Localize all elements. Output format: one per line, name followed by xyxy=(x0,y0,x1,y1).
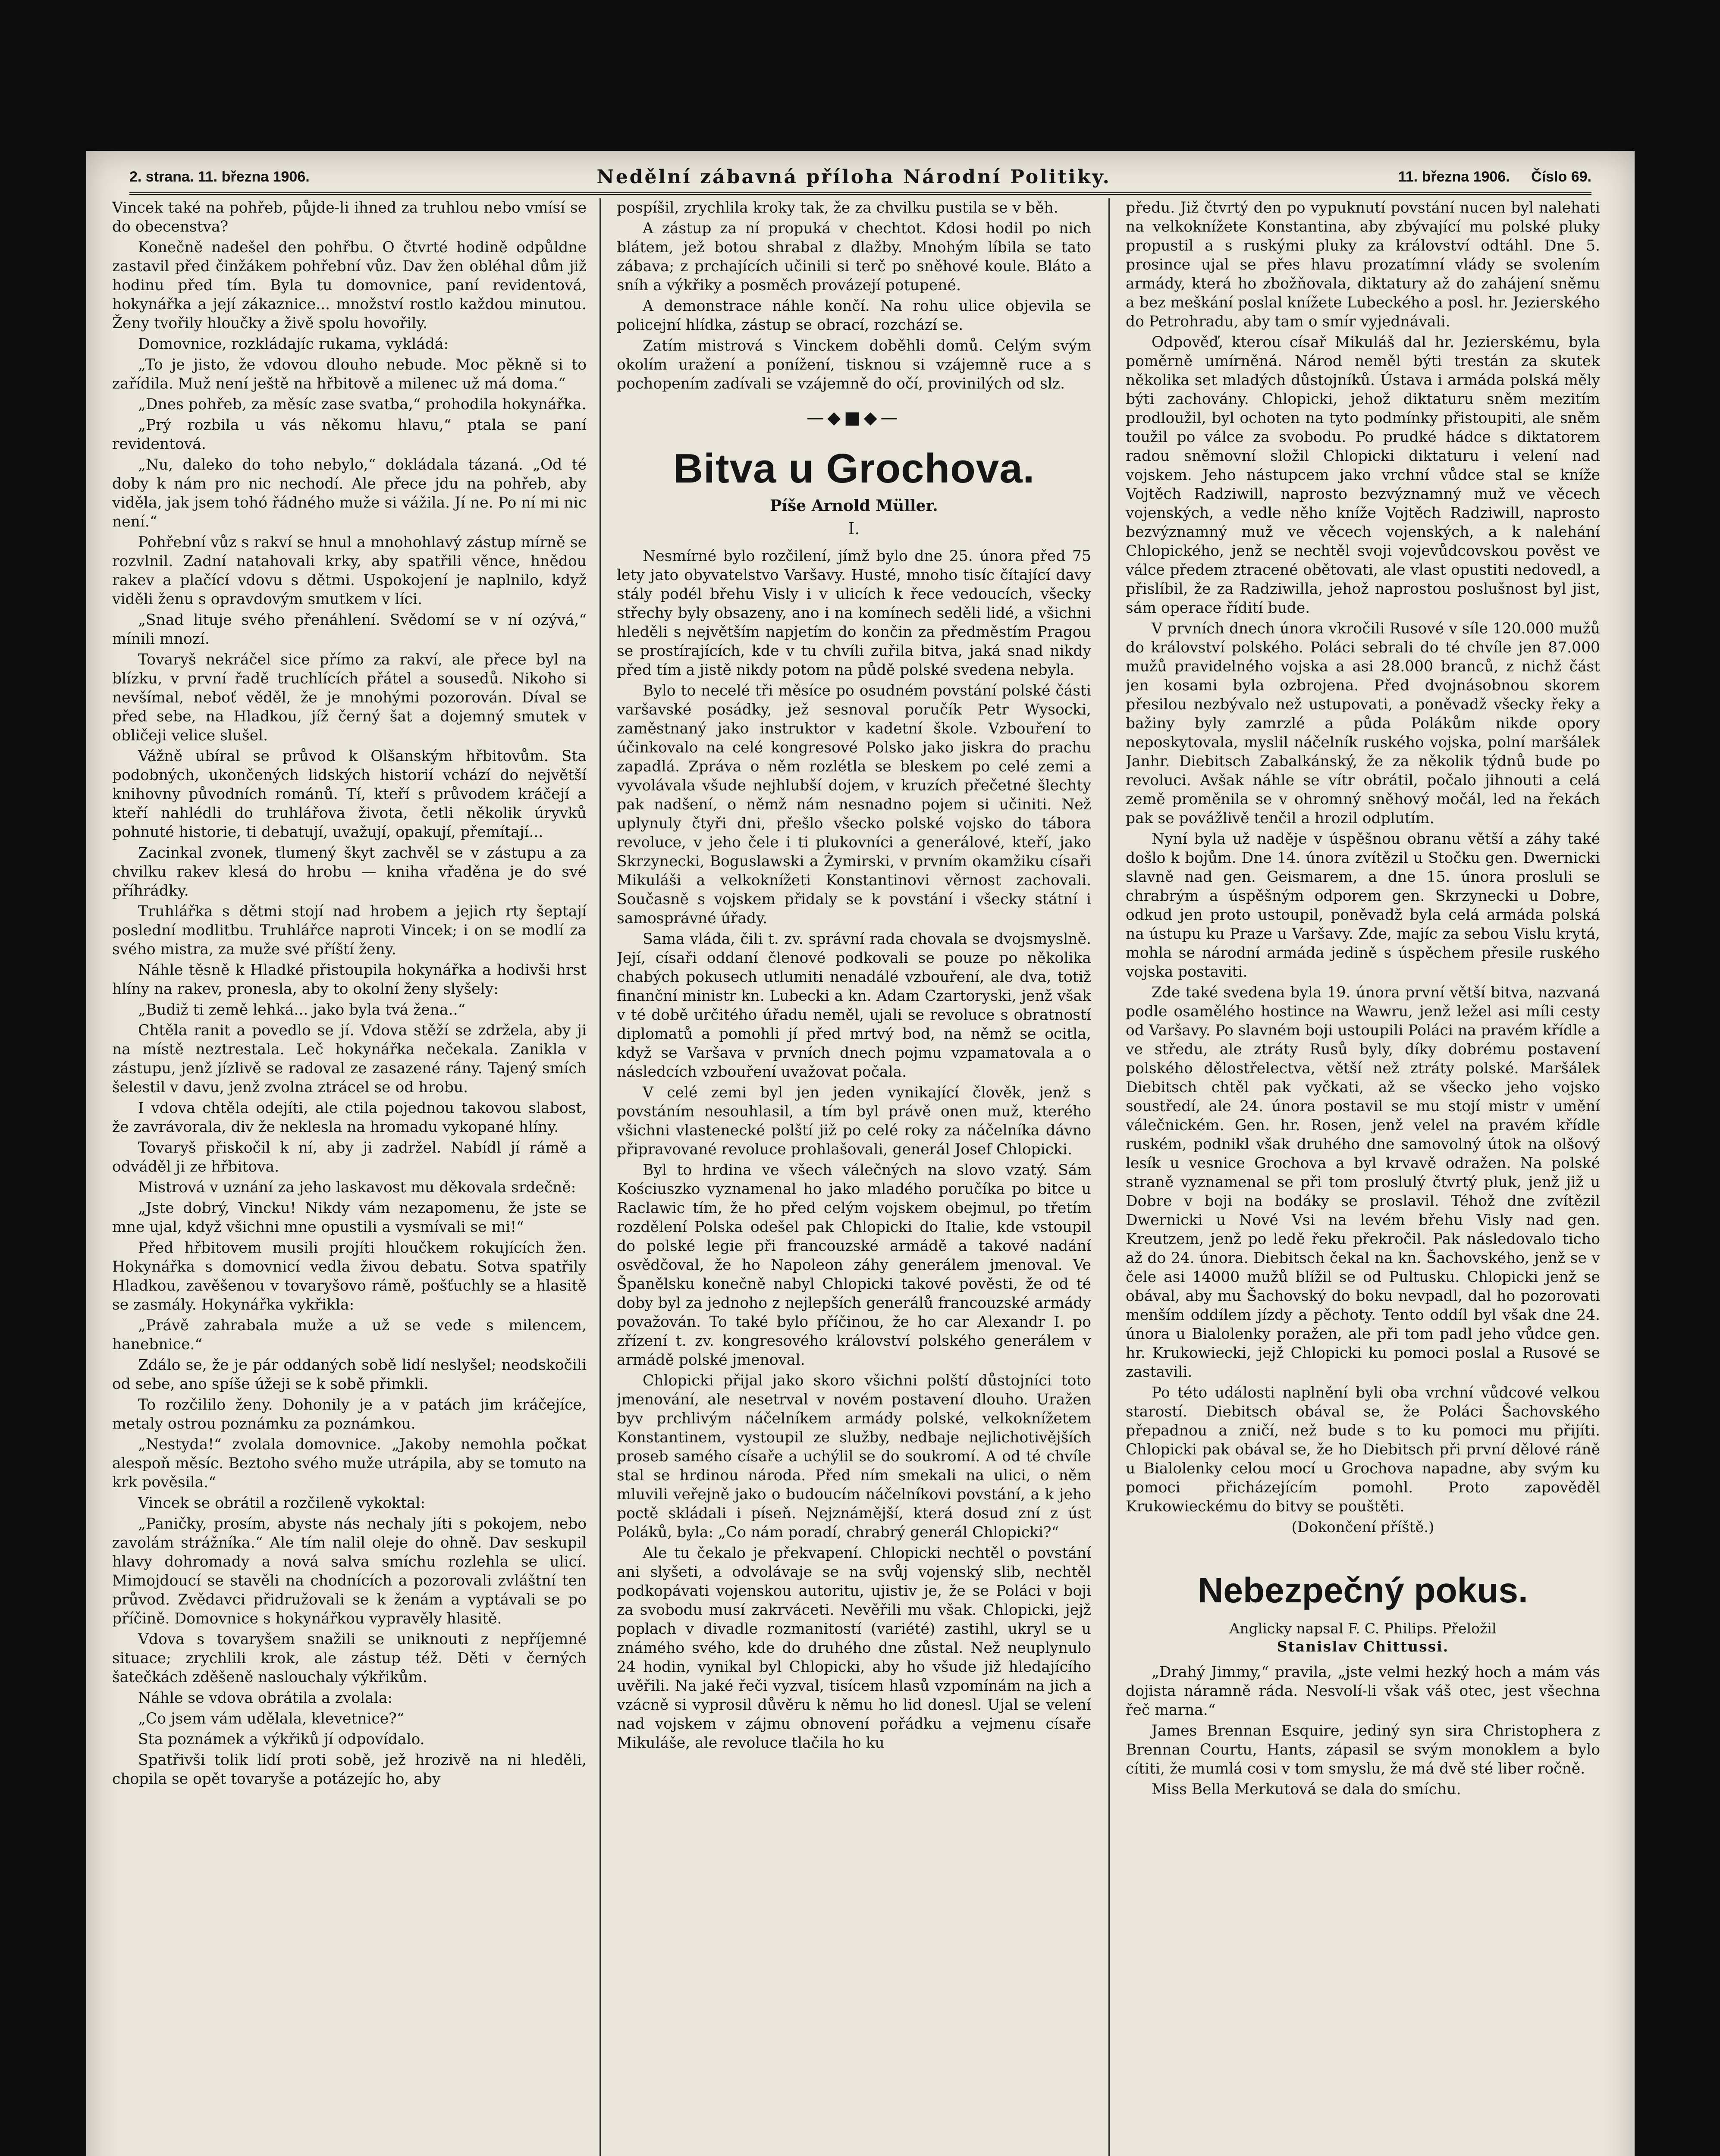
paragraph: A zástup za ní propuká v chechtot. Kdosi hodil po nich blátem, jež botou shrabal z dlažby. Mnohým líbila se tato zábava; z prchajících učinili si terč po sněhové koule. Bláto a sníh a výkřiky a posměch provázejí potupené. xyxy=(617,220,1091,294)
story-credits xyxy=(1126,1620,1600,1656)
column-3 xyxy=(1126,198,1600,2156)
paragraph: James Brennan Esquire, jediný syn sira Christophera z Brennan Courtu, Hants, zápasil se svým monoklem a bylo cítiti, že mumlá cosi v tom smyslu, že má dvě sté liber ročně. xyxy=(1126,1722,1600,1777)
columns xyxy=(112,198,1609,2156)
article-byline: Píše Arnold Müller. xyxy=(770,497,938,515)
continued-note: (Dokončení příště.) xyxy=(1291,1519,1434,1536)
paragraph: Nesmírné bylo rozčilení, jímž bylo dne 25. února před 75 lety jato obyvatelstvo Varšavy. Husté, mnoho tisíc čítající davy stály podél břehu Visly i v ulicích k řece vedoucích, všecky střechy byly obsazeny, ano i na komínech seděli lidé, a všichni hleděli s největším napjetím do končin za předměstím Pragou se prostírajících, kde v tu chvíli zuřila bitva, jaká snad nikdy před tím a jistě nikdy potom na půdě polské svedena nebyla. xyxy=(617,548,1091,679)
paragraph: Bylo to necelé tři měsíce po osudném povstání polské části varšavské posádky, jež sesnoval poručík Petr Wysocki, zaměstnaný jako instruktor v kadetní škole. Vzbouření to účinkovalo na celé kongresové Polsko jako jiskra do prachu zapadlá. Zpráva o něm rozlétla se bleskem po celé zemi a vyvolávala všude nejhlubší dojem, v kruzích přečetné šlechty pak nadšení, o němž nám nesnadno pojem si učiniti. Než uplynuly čtyři dni, přešlo všecko polské vojsko do tábora revoluce, v jeho čele i ti plukovníci a generálové, kteří, jako Skrzynecki, Boguslawski a Żymirski, v prvním okamžiku císaři Mikuláši a velkoknížeti Konstantinovi věrnost zachovali. Současně s vojskem přidaly se k povstání i všecky státní i samosprávné úřady. xyxy=(617,682,1091,927)
paragraph: Chlopicki přijal jako skoro všichni polští důstojníci toto jmenování, ale nesetrval v novém postavení dlouho. Uražen byv prchlivým náčelníkem armády polské, velkoknížetem Konstantinem, vystoupil ze služby, nedbaje nejlichotivějších proseb samého císaře a uchýlil se do soukromí. A od té chvíle stal se hrdinou národa. Před ním smekali na ulici, o něm mluvili veřejně jako o budoucím náčelníkovi povstání, a k jeho poctě skládali i píseň. Nejznámější, která dosud zní z úst Poláků, byla: „Co nám poradí, chrabrý generál Chlopicki?“ xyxy=(617,1372,1091,1541)
header-title: Nedělní zábavná příloha Národní Politiky. xyxy=(596,166,1111,188)
paragraph: Sta poznámek a výkřiků jí odpovídalo. xyxy=(138,1731,425,1748)
page-header xyxy=(129,164,1591,195)
story-title: Nebezpečný pokus. xyxy=(1198,1571,1528,1610)
paragraph: Tovaryš nekráčel sice přímo za rakví, ale přece byl na blízku, v první řadě truchlících přátel a sousedů. Nikoho si nevšímal, neboť věděl, že je mnohými pozorován. Díval se před sebe, na Hladkou, jíž černý šat a dojemný smutek v obličeji velice slušel. xyxy=(112,651,587,744)
paragraph: V celé zemi byl jen jeden vynikající člověk, jenž s povstáním nesouhlasil, a tím byl právě onen muž, kterého všichni vlastenecké polští již po celé roky za náčelníka dávno připravované revoluce prohlašovali, generál Josef Chlopicki. xyxy=(617,1084,1091,1158)
paragraph: Zatím mistrová s Vinckem doběhli domů. Celým svým okolím uražení a ponížení, tisknou si vzájemně ruce a s pochopením zadívali se vzájemně do očí, provinilých od slz. xyxy=(617,337,1091,392)
header-right xyxy=(1398,169,1591,185)
paragraph: „To je jisto, že vdovou dlouho nebude. Moc pěkně si to zařídila. Muž není ještě na hřbitově a milenec už má doma.“ xyxy=(112,356,587,392)
paragraph: „Nestyda!“ zvolala domovnice. „Jakoby nemohla počkat alespoň měsíc. Beztoho svého muže utrápila, aby se tomuto na krk pověsila.“ xyxy=(112,1436,587,1491)
paragraph: V prvních dnech února vkročili Rusové v síle 120.000 mužů do království polského. Poláci sebrali do té chvíle jen 87.000 mužů pravidelného vojska a asi 28.000 branců, z nichž část jen kosami byla ozbrojena. Před dvojnásobnou skorem přesilou nezbývalo než ustupovati, a poněvadž všecky řeky a bažiny byly zamrzlé a půda Polákům nikde opory neposkytovala, myslil náčelník ruského vojska, polní maršálek Janhr. Diebitsch Zabalkánský, že za několik týdnů bude po revoluci. Avšak náhle se vítr obrátil, počalo jihnouti a celá země proměnila se v ohromný sněhový močál, led na řekách pak se povážlivě tenčil a hrozil odplutím. xyxy=(1126,620,1600,827)
paragraph: „Nu, daleko do toho nebylo,“ dokládala tázaná. „Od té doby k nám pro nic nechodí. Ale přece jdu na pohřeb, aby viděla, jak jsem tohó řádného muže si vážila. Jí ne. Po ní mi nic není.“ xyxy=(112,456,587,530)
header-issue: Číslo 69. xyxy=(1531,168,1591,185)
paragraph: Chtěla ranit a povedlo se jí. Vdova stěží se zdržela, aby ji na místě neztrestala. Leč hokynářka nečekala. Zanikla v zástupu, jenž jízlivě se radoval ze zasazené rány. Tajený smích šelestil v davu, jenž zvolna ztrácel se od hrobu. xyxy=(112,1022,587,1096)
column-divider xyxy=(599,198,601,2156)
paragraph: Spatřivši tolik lidí proti sobě, jež hrozivě na ni hleděli, chopila se opět tovaryše a potázejíc ho, aby xyxy=(112,1752,587,1788)
paragraph: Vincek se obrátil a rozčileně vykoktal: xyxy=(138,1495,426,1512)
paragraph: „Jste dobrý, Vincku! Nikdy vám nezapomenu, že jste se mne ujal, když všichni mne opustili a vysmívali se mi!“ xyxy=(112,1200,587,1236)
paragraph: Náhle těsně k Hladké přistoupila hokynářka a hodivši hrst hlíny na rakev, pronesla, aby to okolní ženy slyšely: xyxy=(112,962,587,998)
header-date: 11. března 1906. xyxy=(1398,168,1510,185)
article-part-number: I. xyxy=(848,519,860,538)
paragraph: „Drahý Jimmy,“ pravila, „jste velmi hezký hoch a mám vás dojista náramně ráda. Nesvolí-li však váš otec, jest všechna řeč marna.“ xyxy=(1126,1664,1600,1719)
column-1 xyxy=(112,198,587,2156)
paragraph: I vdova chtěla odejíti, ale ctila pojednou takovou slabost, že zavrávorala, div že neklesla na hromadu vykopané hlíny. xyxy=(112,1100,587,1136)
paragraph: Vdova s tovaryšem snažili se uniknouti z nepříjemné situace; zrychlili krok, ale zástup též. Děti v černých šatečkách zděšeně naslouchaly výkřikům. xyxy=(112,1631,587,1686)
paragraph: „Snad lituje svého přenáhlení. Svědomí se v ní ozývá,“ mínili mnozí. xyxy=(112,611,587,648)
newspaper-page xyxy=(86,151,1635,2156)
paragraph: Nyní byla už naděje v úspěšnou obranu větší a záhy také došlo k bojům. Dne 14. února zvítězil u Stočku gen. Dwernicki slavně nad gen. Geismarem, a dne 15. února prosluli se chrabrým a úspěšným odporem gen. Skrzynecki u Dobre, odkud jen proto ustoupil, poněvadž byla celá armáda polská na ústupu ku Praze u Varšavy. Zde, majíc za sebou Vislu krytá, mohla se národní armáda jedině s úspěchem přesile ruského vojska postaviti. xyxy=(1126,830,1600,981)
paragraph: „Právě zahrabala muže a už se vede s milencem, hanebnice.“ xyxy=(112,1317,587,1353)
paragraph: Miss Bella Merkutová se dala do smíchu. xyxy=(1152,1781,1461,1798)
section-ornament: —◆■◆— xyxy=(807,408,901,428)
paragraph: Domovnice, rozkládajíc rukama, vykládá: xyxy=(138,335,449,353)
paragraph: „Co jsem vám udělala, klevetnice?“ xyxy=(138,1710,405,1727)
paragraph: Truhlářka s dětmi stojí nad hrobem a jejich rty šeptají poslední modlitbu. Truhlářce naproti Vincek; i on se modlí za svého mistra, za muže své příští ženy. xyxy=(112,903,587,958)
paragraph: Pohřební vůz s rakví se hnul a mnohohlavý zástup mírně se rozvlnil. Zadní natahovali krky, aby spatřili věnce, hnědou rakev a plačící vdovu s dětmi. Uspokojení je naplnilo, když viděli ženu s opravdovým smutkem v líci. xyxy=(112,534,587,608)
paragraph: pospíšil, zrychlila kroky tak, že za chvilku pustila se v běh. xyxy=(617,199,1058,216)
paragraph: Zde také svedena byla 19. února první větší bitva, nazvaná podle osamělého hostince na Wawru, jenž ležel asi míli cesty od Varšavy. Po slavném boji ustoupili Poláci na pravém křídle a ve středu, ale ztráty Rusů byly, díky dobrému postavení polského dělostřelectva, větší než ztráty polské. Maršálek Diebitsch chtěl pak vyčkati, až se všecko jeho vojsko soustředí, ale 24. února postavil se mu stojí mistr v umění válečnickém. Gen. hr. Rosen, jenž velel na pravém křídle ruském, podnikl však druhého dne samovolný útok na olšový lesík u vesnice Grochova a byl krvavě odražen. Na polské straně vyznamenal se při tom proslulý čtvrtý pluk, jenž již u Dobre v boji na bodáky se proslavil. Téhož dne zvítězil Dwernicki u Nové Vsi na levém břehu Visly nad gen. Kreutzem, jenž po ledě řeku překročil. Pak následovalo ticho až do 24. února. Diebitsch čekal na kn. Šachovského, jenž se v čele asi 14000 mužů blížil se od Pultusku. Chlopicki jenž se obával, aby mu Šachovský do boku nevpadl, dal ho pozorovati menším oddílem jízdy a pěchoty. Tento oddíl byl však dne 24. února u Bialolenky poražen, ale při tom padl jeho vůdce gen. hr. Krukowiecki, jejž Chlopicki ku pomoci poslal a Rusové se zastavili. xyxy=(1126,984,1600,1381)
paragraph: Vážně ubíral se průvod k Olšanským hřbitovům. Sta podobných, ukončených lidských historií vchází do největší knihovny původních románů. Tí, kteří s průvodem kráčejí a kteří nahlédli do truhlářova života, četli několik úryvků pohnuté historie, ti debatují, uvažují, opakují, přemítají... xyxy=(112,748,587,841)
column-divider xyxy=(1108,198,1110,2156)
paragraph: Ale tu čekalo je překvapení. Chlopicki nechtěl o povstání ani slyšeti, a odvolávaje se na svůj vojenský slib, nechtěl podkopávati vojenskou autoritu, ujistiv je, že se Poláci v boji za svobodu musí zakrváceti. Nevěřili mu však. Chlopicki, jejž poplach v divadle rozmanitostí (variété) zastihl, ukryl se u známého svého, kde do druhého dne zůstal. Než neuplynulo 24 hodin, vynikal byl Chlopicki, aby ho všude již hledajícího uvěřili. Na jaké řeči vyzval, tisícem hlasů vzpomínám na jich a vzácně si vyprosil důvěru k němu ho lid donesl. Ujal se velení nad vojskem v zájmu obnovení pořádku a vejmenu císaře Mikuláše, ale revoluce tlačila ho ku xyxy=(617,1545,1091,1752)
paragraph: A demonstrace náhle končí. Na rohu ulice objevila se policejní hlídka, zástup se obrací, rozchází se. xyxy=(617,298,1091,334)
paragraph: Náhle se vdova obrátila a zvolala: xyxy=(138,1689,393,1707)
paragraph: Vincek také na pohřeb, půjde-li ihned za truhlou nebo vmísí se do obecenstva? xyxy=(112,199,587,235)
paragraph: Sama vláda, čili t. zv. správní rada chovala se dvojsmyslně. Její, císaři oddaní členové podkovali se pouze po několika chabých pokusech utlumiti nenadálé vzbouření, ale dva, totiž finanční ministr kn. Lubecki a kn. Adam Czartoryski, jenž však v té době určitého úřadu neměl, ujali se revoluce s obratností diplomatů a pomohli jí před mrtvý bod, na němž se ocitla, když se Varšava v prvních dnech pojmu vzpamatovala a o následcích vzbouření uvažovat počala. xyxy=(617,931,1091,1081)
paragraph: „Paničky, prosím, abyste nás nechaly jíti s pokojem, nebo zavolám strážníka.“ Ale tím nalil oleje do ohně. Dav seskupil hlavy dohromady a nová salva smíchu rozlehla se ulicí. Mimojdoucí se stavěli na chodnících a pozorovali zvláštní ten průvod. Zvědavci přidružovali se k ženám a vyptávali se po příčině. Domovnice s hokynářkou vypravěly hlasitě. xyxy=(112,1515,587,1627)
paragraph: Byl to hrdina ve všech válečných na slovo vzatý. Sám Kościuszko vyznamenal ho jako mladého poručíka po bitce u Raclawic tím, že ho před celým vojskem obejmul, po třetím rozdělení Polska odešel pak Chlopicki do Italie, kde vstoupil do polské legie při francouzské armádě a takové nadání osvědčoval, že ho Napoleon záhy generálem jmenoval. Ve Španělsku konečně nabyl Chlopicki takové pověsti, že od té doby byl za jednoho z nejlepších generálů francouzské armády považován. To také bylo příčinou, že ho car Alexandr I. po zřízení t. zv. kongresového království polského generálem v armádě polské jmenoval. xyxy=(617,1162,1091,1369)
paragraph: Po této události naplnění byli oba vrchní vůdcové velkou starostí. Diebitsch obával se, že Poláci Šachovského přepadnou a zničí, než bude s to ku pomoci mu přijíti. Chlopicki pak obával se, že ho Diebitsch při první dělové ráně u Bialolenky celou mocí u Grochova napadne, aby svým ku pomoci přicházejícím pomohl. Proto zapověděl Krukowieckému do bitvy se pouštěti. xyxy=(1126,1384,1600,1515)
article-title: Bitva u Grochova. xyxy=(673,445,1035,492)
paragraph: Tovaryš přiskočil k ní, aby ji zadržel. Nabídl jí rámě a odváděl ji ze hřbitova. xyxy=(112,1139,587,1175)
paragraph: předu. Již čtvrtý den po vypuknutí povstání nucen byl nalehati na velkoknížete Konstantina, aby zbývající mu polské pluky propustil a s ruskými pluky za království odtáhl. Dne 5. prosince ujal se přes hlavu prozatímní vlády se svolením armády, která ho zbožňovala, diktatury až do zahájení sněmu a bez meškání poslal knížete Lubeckého a posl. hr. Jezierského do Petrohradu, aby tam o smír vyjednávali. xyxy=(1126,199,1600,330)
paragraph: Před hřbitovem musili projíti hloučkem rokujících žen. Hokynářka s domovnicí vedla živou debatu. Sotva spatřily Hladkou, zavěšenou v tovaryšovo rámě, pošťuchly se a hlasitě se zasmály. Hokynářka vykřikla: xyxy=(112,1239,587,1313)
story-author-line: Anglicky napsal F. C. Philips. Přeložil xyxy=(1229,1620,1497,1637)
paragraph: Zacinkal zvonek, tlumený škyt zachvěl se v zástupu a za chvilku rakev klesá do hrobu — kniha vřaděna je do své příhrádky. xyxy=(112,844,587,899)
paragraph: „Budiž ti země lehká... jako byla tvá žena..“ xyxy=(138,1001,466,1018)
paragraph: Mistrová v uznání za jeho laskavost mu děkovala srdečně: xyxy=(138,1179,576,1196)
paragraph: Zdálo se, že je pár oddaných sobě lidí neslyšel; neodskočili od sebe, ano spíše úžeji se k sobě přimkli. xyxy=(112,1357,587,1393)
paragraph: „Dnes pohřeb, za měsíc zase svatba,“ prohodila hokynářka. xyxy=(138,396,587,413)
paragraph: „Prý rozbila u vás někomu hlavu,“ ptala se paní revidentová. xyxy=(112,417,587,453)
story-translator: Stanislav Chittussi. xyxy=(1277,1638,1449,1655)
paragraph: Konečně nadešel den pohřbu. O čtvrté hodině odpůldne zastavil před činžákem pohřební vůz. Dav žen obléhal dům již hodinu před tím. Byla tu domovnice, paní revidentová, hokynářka a její zákaznice... množství rostlo každou minutou. Ženy tvořily hloučky a živě spolu hovořily. xyxy=(112,239,587,332)
column-2 xyxy=(617,198,1091,2156)
paragraph: Odpověď, kterou císař Mikuláš dal hr. Jezierskému, byla poměrně umírněná. Národ neměl býti trestán za skutek několika set mladých důstojníků. Ústava i armáda polská měly býti zachovány. Chlopicki, jehož diktaturu sněm mezitím prodloužil, byl ochoten na tyto podmínky přistoupiti, ale sněm toužil po válce za svobodu. Po prudké hádce s diktatorem radou sněmovní složil Chlopicki diktaturu i velení nad vojskem. Jeho nástupcem jako vrchní vůdce stal se kníže Vojtěch Radziwill, naprosto bezvýznamný muž ve věcech vojenských, a vedle něho kníže Vojtěch Radziwill, naprosto bezvýznamný muž ve věcech vojenských, a k nalehání Chlopického, jenž se nechtěl svoji vojevůdcovskou pověst ve válce předem ztracené obětovati, ale vlast opustiti nedovedl, a přislíbil, že za Radziwilla, jehož naprostou poslušnost byl jist, sám operace řídití bude. xyxy=(1126,334,1600,617)
paragraph: To rozčililo ženy. Dohonily je a v patách jim kráčejíce, metaly ostrou poznámku za poznámkou. xyxy=(112,1396,587,1432)
header-left: 2. strana. 11. března 1906. xyxy=(129,168,310,185)
